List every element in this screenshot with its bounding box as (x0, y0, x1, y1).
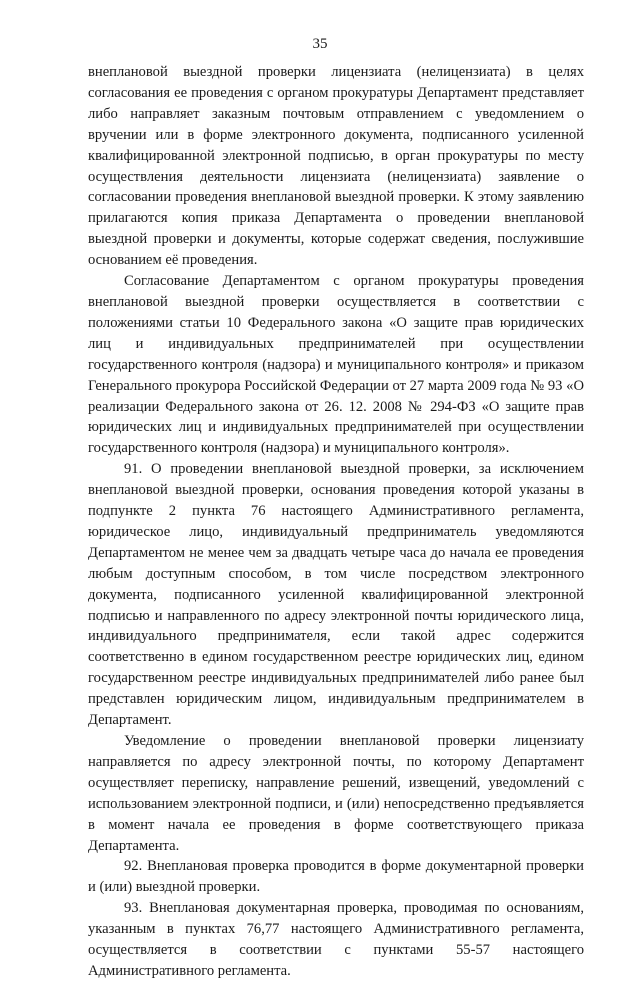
paragraph-92: 92. Внеплановая проверка проводится в форме документарной проверки и (или) выездной проверки. (88, 858, 584, 896)
paragraph-93: 93. Внеплановая документарная проверка, проводимая по основаниям, указанным в пунктах 76,77 настоящего Административного регламента, осуществляется в соответствии с пунктами 55-57 настоящего Административного регламента. (88, 900, 584, 979)
page-number: 35 (312, 36, 328, 52)
paragraph-91: 91. О проведении внеплановой выездной проверки, за исключением внеплановой выездной проверки, основания проведения которой указаны в подпункте 2 пункта 76 настоящего Административного регламента, юридическое лицо, индивидуальный предприниматель уведомляются Департаментом не менее чем за двадцать четыре часа до начала ее проведения любым доступным способом, в том числе посредством электронного документа, подписанного усиленной квалифицированной электронной подписью и направленного по адресу электронной почты юридического лица, индивидуального предпринимателя, если такой адрес содержится соответственно в едином государственном реестре юридических лиц, едином государственном реестре индивидуальных предпринимателей либо ранее был представлен юридическим лицом, индивидуальным предпринимателем в Департамент. (88, 461, 584, 729)
document-body (88, 62, 584, 982)
paragraph-notification: Уведомление о проведении внеплановой проверки лицензиату направляется по адресу электронной почты, по которому Департамент осуществляет переписку, направление решений, извещений, уведомлений с использованием электронной подписи, и (или) непосредственно предъявляется в момент начала ее проведения в форме соответствующего приказа Департамента. (88, 733, 584, 854)
paragraph-continuation: внеплановой выездной проверки лицензиата (нелицензиата) в целях согласования ее проведения с органом прокуратуры Департамент представляет либо направляет заказным почтовым отправлением с уведомлением о вручении или в форме электронного документа, подписанного усиленной квалифицированной электронной подписью, в орган прокуратуры по месту осуществления деятельности лицензиата (нелицензиата) заявление о согласовании проведения внеплановой выездной проверки. К этому заявлению прилагаются копия приказа Департамента о проведении внеплановой выездной проверки и документы, которые содержат сведения, послужившие основанием её проведения. (88, 64, 584, 269)
paragraph-approval: Согласование Департаментом с органом прокуратуры проведения внеплановой выездной проверки осуществляется в соответствии с положениями статьи 10 Федерального закона «О защите прав юридических лиц и индивидуальных предпринимателей при осуществлении государственного контроля (надзора) и муниципального контроля» и приказом Генерального прокурора Российской Федерации от 27 марта 2009 года № 93 «О реализации Федерального закона от 26. 12. 2008 № 294-ФЗ «О защите прав юридических лиц и индивидуальных предпринимателей при осуществлении государственного контроля (надзора) и муниципального контроля». (88, 273, 584, 457)
